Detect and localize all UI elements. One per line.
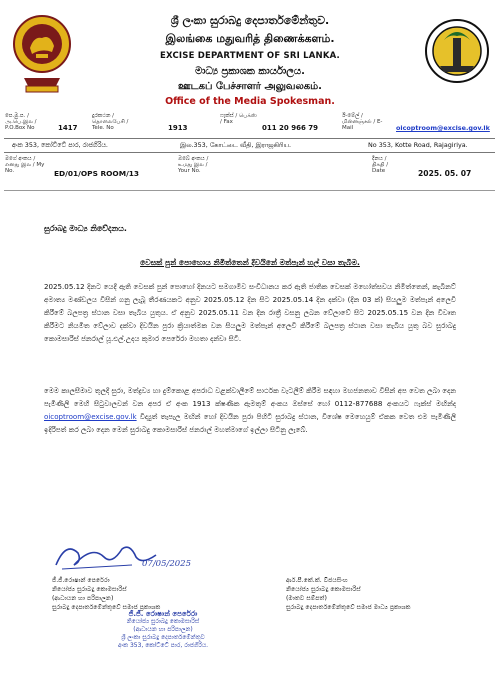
right-signer-subtitle: (මාතව සම්පත්) (286, 595, 327, 602)
pobox-value: 1417 (58, 124, 78, 132)
fax-value: 011 20 966 79 (262, 124, 319, 132)
national-emblem-logo (12, 8, 72, 96)
pobox-label: පෙ.මු.ප. / அ.பெ.இல / P.O.Box No (5, 113, 37, 131)
email-label: ඊ-මේල් / மின்னஞ்சல் / E-Mail (342, 113, 383, 131)
your-no-label: ඔබේ අංකය / உமது இல / Your No. (178, 156, 209, 174)
office-name-sinhala: මාධ්‍ය ප්‍රකාශක කාර්යාලය. (195, 66, 305, 77)
left-signature-block (52, 576, 262, 612)
paragraph-2-text: මෙම කාලසීමාව තුලදී සුරා, මත්ද්‍රව්‍ය හා දුම්කොළ අපරාධ වළක්වාලීමේ සාර්ථක වැටලීම් කිරීම සඳහා මහජනතාව විසින් අප වෙත ලබා දෙන පැමිණිලි මෙහි සිටුවාලවන් වන අපර ඒ අංක 1913 ක්ෂණික ඇමතුම් අංකය ඔස්සේ හෝ 0112-877688 අංකයට ෆැක්ස් මඟින්ද (44, 386, 456, 408)
paragraph-2-text-end: විද්‍යුත් තැපැල මඟින් හෝ දිවයින පුරා පිහිටි සුරාබදු ස්ථාන, විශේෂ මෙහෙයුම් ඒකක වෙත එම පැමිණිලි ඉදිරිපත් කර ලබා දෙන මෙන් සුරාබදු කොමසාරිස් ජනරාල් මහත්මාගේ ඉල්ලා සිටිනු ලැබේ. (44, 412, 456, 434)
stamp-line-3: ශ්‍රී ලංකා සුරාබදු දෙපාර්තමේන්තුව (121, 634, 205, 641)
left-signer-name: ජී.ජී.රොෂාන් පෙරේරා (52, 577, 110, 584)
address-tamil: இல.353, கோட்டை வீதி, இராஜகிரிய. (180, 141, 291, 149)
excise-department-seal-logo (424, 16, 490, 86)
department-name-tamil: இலங்கை மதுவரித் திணைக்களம். (165, 32, 335, 45)
date-value: 2025. 05. 07 (418, 169, 472, 178)
paragraph-2 (44, 384, 456, 436)
office-name-english: Office of the Media Spokesman. (165, 96, 335, 107)
right-signer-title: නියෝජ්‍ය සුරාබදු කොමසාරිස් (286, 586, 361, 593)
address-sinhala: අංක 353, කෝට්ටේ පාර, රාජගිරිය. (12, 141, 108, 149)
subject-line: වෙසක් පුන් පොහොය නිමිත්තෙන් දිවයිනේ මත්පැන් හල් වසා තැබීම. (140, 258, 360, 267)
fax-label: ෆැක්ස් / பெக்ஸ் / Fax (220, 113, 257, 125)
address-english: No 353, Kotte Road, Rajagiriya. (368, 141, 468, 149)
tel-label: දුරකථන / தொலைபேசி / Tele. No (92, 113, 129, 131)
official-stamp (88, 610, 238, 650)
department-name-english: EXCISE DEPARTMENT OF SRI LANKA. (160, 51, 340, 61)
email-link[interactable]: oicoptroom@excise.gov.lk (396, 124, 490, 132)
paragraph-2-email-link[interactable]: oicoptroom@excise.gov.lk (44, 412, 137, 421)
stamp-line-4: අංක 353, කෝට්ටේ පාර, රාජගිරිය. (117, 642, 209, 649)
right-signer-name: ආර්.පී.කේ.ක්. විජයසිංහ (286, 577, 348, 584)
office-name-tamil: ஊடகப் பேச்சாளர் அலுவலகம். (178, 81, 322, 92)
reference-divider (4, 190, 495, 191)
contact-divider (4, 138, 495, 139)
address-divider (4, 152, 495, 153)
stamp-name: ජී.ජී. රොෂාන් පෙරේරා (128, 610, 198, 618)
left-signer-role: සුරාබදු දෙපාර්තමේන්තුවේ සමාජ ප්‍රකාශක (52, 604, 161, 611)
stamp-line-1: නියෝජ්‍ය සුරාබදු කොමසාරිස් (126, 618, 200, 625)
left-signer-subtitle: (ආධායන හා පරිපාලන) (52, 595, 114, 602)
stamp-line-2: (ආධායන හා පරිපාලන) (133, 626, 193, 633)
department-name-sinhala: ශ්‍රී ලංකා සුරාබදු දෙපාර්තමේන්තුව. (170, 14, 330, 27)
tel-value: 1913 (168, 124, 188, 132)
my-no-label: මගේ අංකය / எனது இல / My No. (5, 156, 45, 174)
salutation: සුරාබදු මාධ්‍ය නිවේදනය. (44, 224, 127, 233)
paragraph-1: 2025.05.12 දිනට යෙදී ඇති වෙසක් පුන් පොහෝ දිනයට සමගාමීව සංවිධානය කර ඇති ජාතික වෙසක් මහෝත්සවය නිමිත්තෙන්, කැබිනට් අමාත්‍ය මණ්ඩලය විසින් ගනු ලැබූ තීරණයකට අනුව 2025.05.12 දින සිට 2025.05.14 දින දක්වා (දින 03 ක්) සියලුම මත්පැන් අලෙවි කිරීමේ බලපත්‍ර ස්ථාන වසා තැබිය යුතුය. ඒ අනුව 2025.05.11 වන දින රාත්‍රී වසනු ලබන වේලාවේ සිට 2025.05.15 වන දින විවෘත කිරීමට නියමිත වේලාව දක්වා දිවයින පුරා ක්‍රියාත්මක වන සියලුම මත්පැන් අලෙවි කිරීමේ බලපත්‍ර ස්ථාන වසා තැබිය යුතු බව සුරාබදු කොමසාරිස් ජනරාල් යූ.එල්.උදය කුමාර පෙරේරා මහතා දන්වා සිටී. (44, 282, 456, 343)
my-no-value: ED/01/OPS ROOM/13 (54, 169, 140, 178)
right-signature-block (286, 576, 496, 612)
date-label: දිනය / திகதி / Date (372, 156, 389, 174)
handwritten-signature (52, 535, 162, 575)
right-signer-role: සුරාබදු දෙපාර්තමේන්තුවේ සමාජ මාධ්‍ය ප්‍රකාශක (286, 604, 411, 611)
signature-date: 07/05/2025 (142, 559, 191, 569)
left-signer-title: නියෝජ්‍ය සුරාබදු කොමසාරිස් (52, 586, 127, 593)
